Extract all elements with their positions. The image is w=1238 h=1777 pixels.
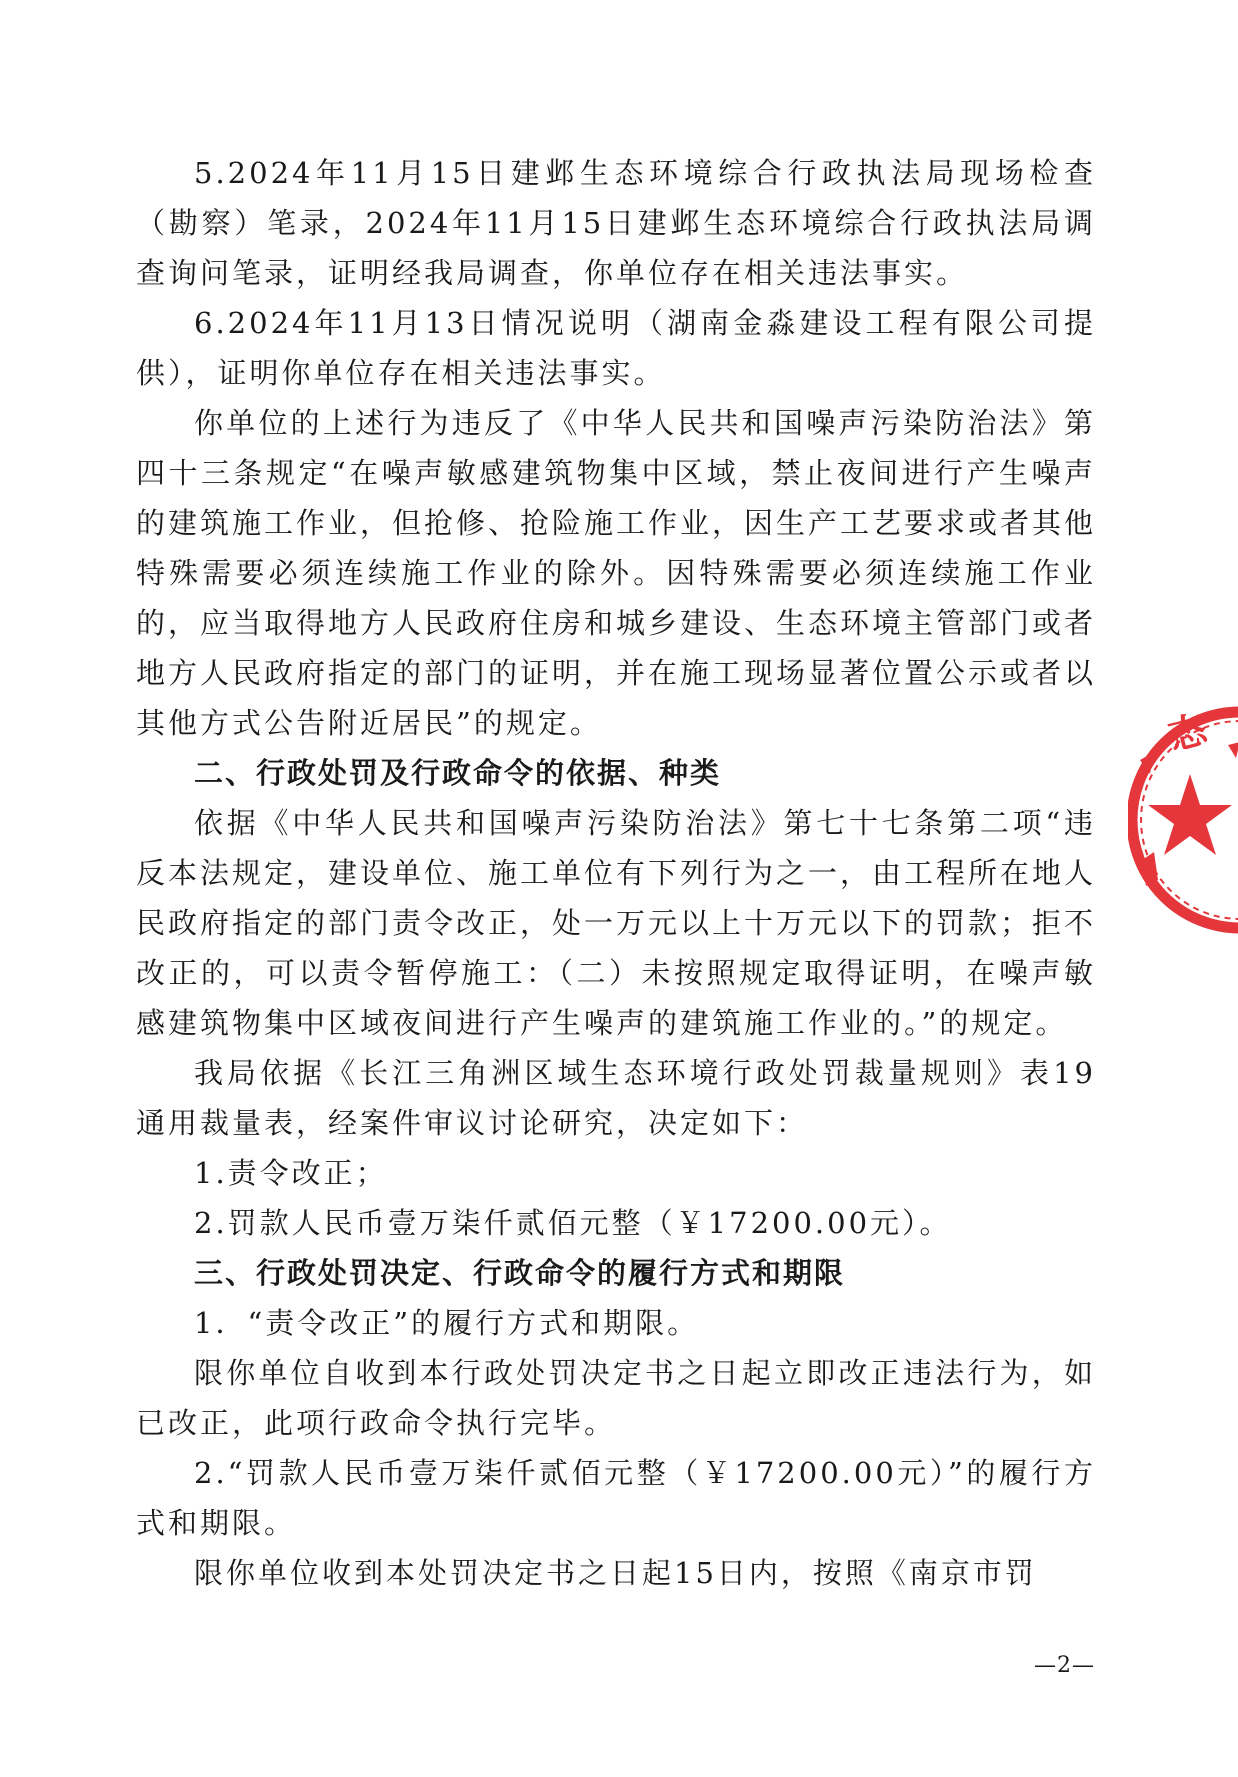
evidence-item-6: 6.2024年11月13日情况说明（湖南金淼建设工程有限公司提供），证明你单位存在相关违法事实。 — [136, 306, 1096, 390]
performance-item-1-detail: 限你单位自收到本行政处罚决定书之日起立即改正违法行为，如已改正，此项行政命令执行完毕。 — [136, 1356, 1096, 1440]
document-body — [136, 148, 1096, 1598]
decision-intro: 我局依据《长江三角洲区域生态环境行政处罚裁量规则》表19通用裁量表，经案件审议讨论研究，决定如下： — [136, 1056, 1096, 1140]
decision-item-2: 2.罚款人民币壹万柒仟贰佰元整（￥17200.00元）。 — [194, 1206, 952, 1240]
seal-fragment-text: 态 — [1163, 705, 1212, 759]
page-number: —2— — [1034, 1653, 1095, 1678]
legal-basis: 依据《中华人民共和国噪声污染防治法》第七十七条第二项“违反本法规定，建设单位、施工单位有下列行为之一，由工程所在地人民政府指定的部门责令改正，处一万元以上十万元以下的罚款；拒不改正的，可以责令暂停施工：（二）未按照规定取得证明，在噪声敏感建筑物集中区域夜间进行产生噪声的建筑施工作业的。”的规定。 — [136, 806, 1097, 1040]
seal-star-icon — [1148, 774, 1232, 855]
decision-item-1: 1.责令改正； — [194, 1156, 388, 1190]
evidence-item-5: 5.2024年11月15日建邺生态环境综合行政执法局现场检查（勘察）笔录，2024年11月15日建邺生态环境综合行政执法局调查询问笔录，证明经我局调查，你单位存在相关违法事实。 — [136, 156, 1096, 290]
section-heading-3: 三、行政处罚决定、行政命令的履行方式和期限 — [194, 1256, 846, 1290]
performance-item-2-detail: 限你单位收到本处罚决定书之日起15日内，按照《南京市罚 — [194, 1556, 1037, 1590]
performance-item-2: 2.“罚款人民币壹万柒仟贰佰元整（￥17200.00元）”的履行方式和期限。 — [136, 1456, 1096, 1540]
section-heading-2: 二、行政处罚及行政命令的依据、种类 — [194, 756, 722, 790]
violation-statement: 你单位的上述行为违反了《中华人民共和国噪声污染防治法》第四十三条规定“在噪声敏感建筑物集中区域，禁止夜间进行产生噪声的建筑施工作业，但抢修、抢险施工作业，因生产工艺要求或者其他特殊需要必须连续施工作业的除外。因特殊需要必须连续施工作业的，应当取得地方人民政府住房和城乡建设、生态环境主管部门或者地方人民政府指定的部门的证明，并在施工现场显著位置公示或者以其他方式公告附近居民”的规定。 — [136, 406, 1097, 740]
official-seal-stamp — [1128, 690, 1238, 950]
performance-item-1: 1．“责令改正”的履行方式和期限。 — [194, 1306, 700, 1340]
